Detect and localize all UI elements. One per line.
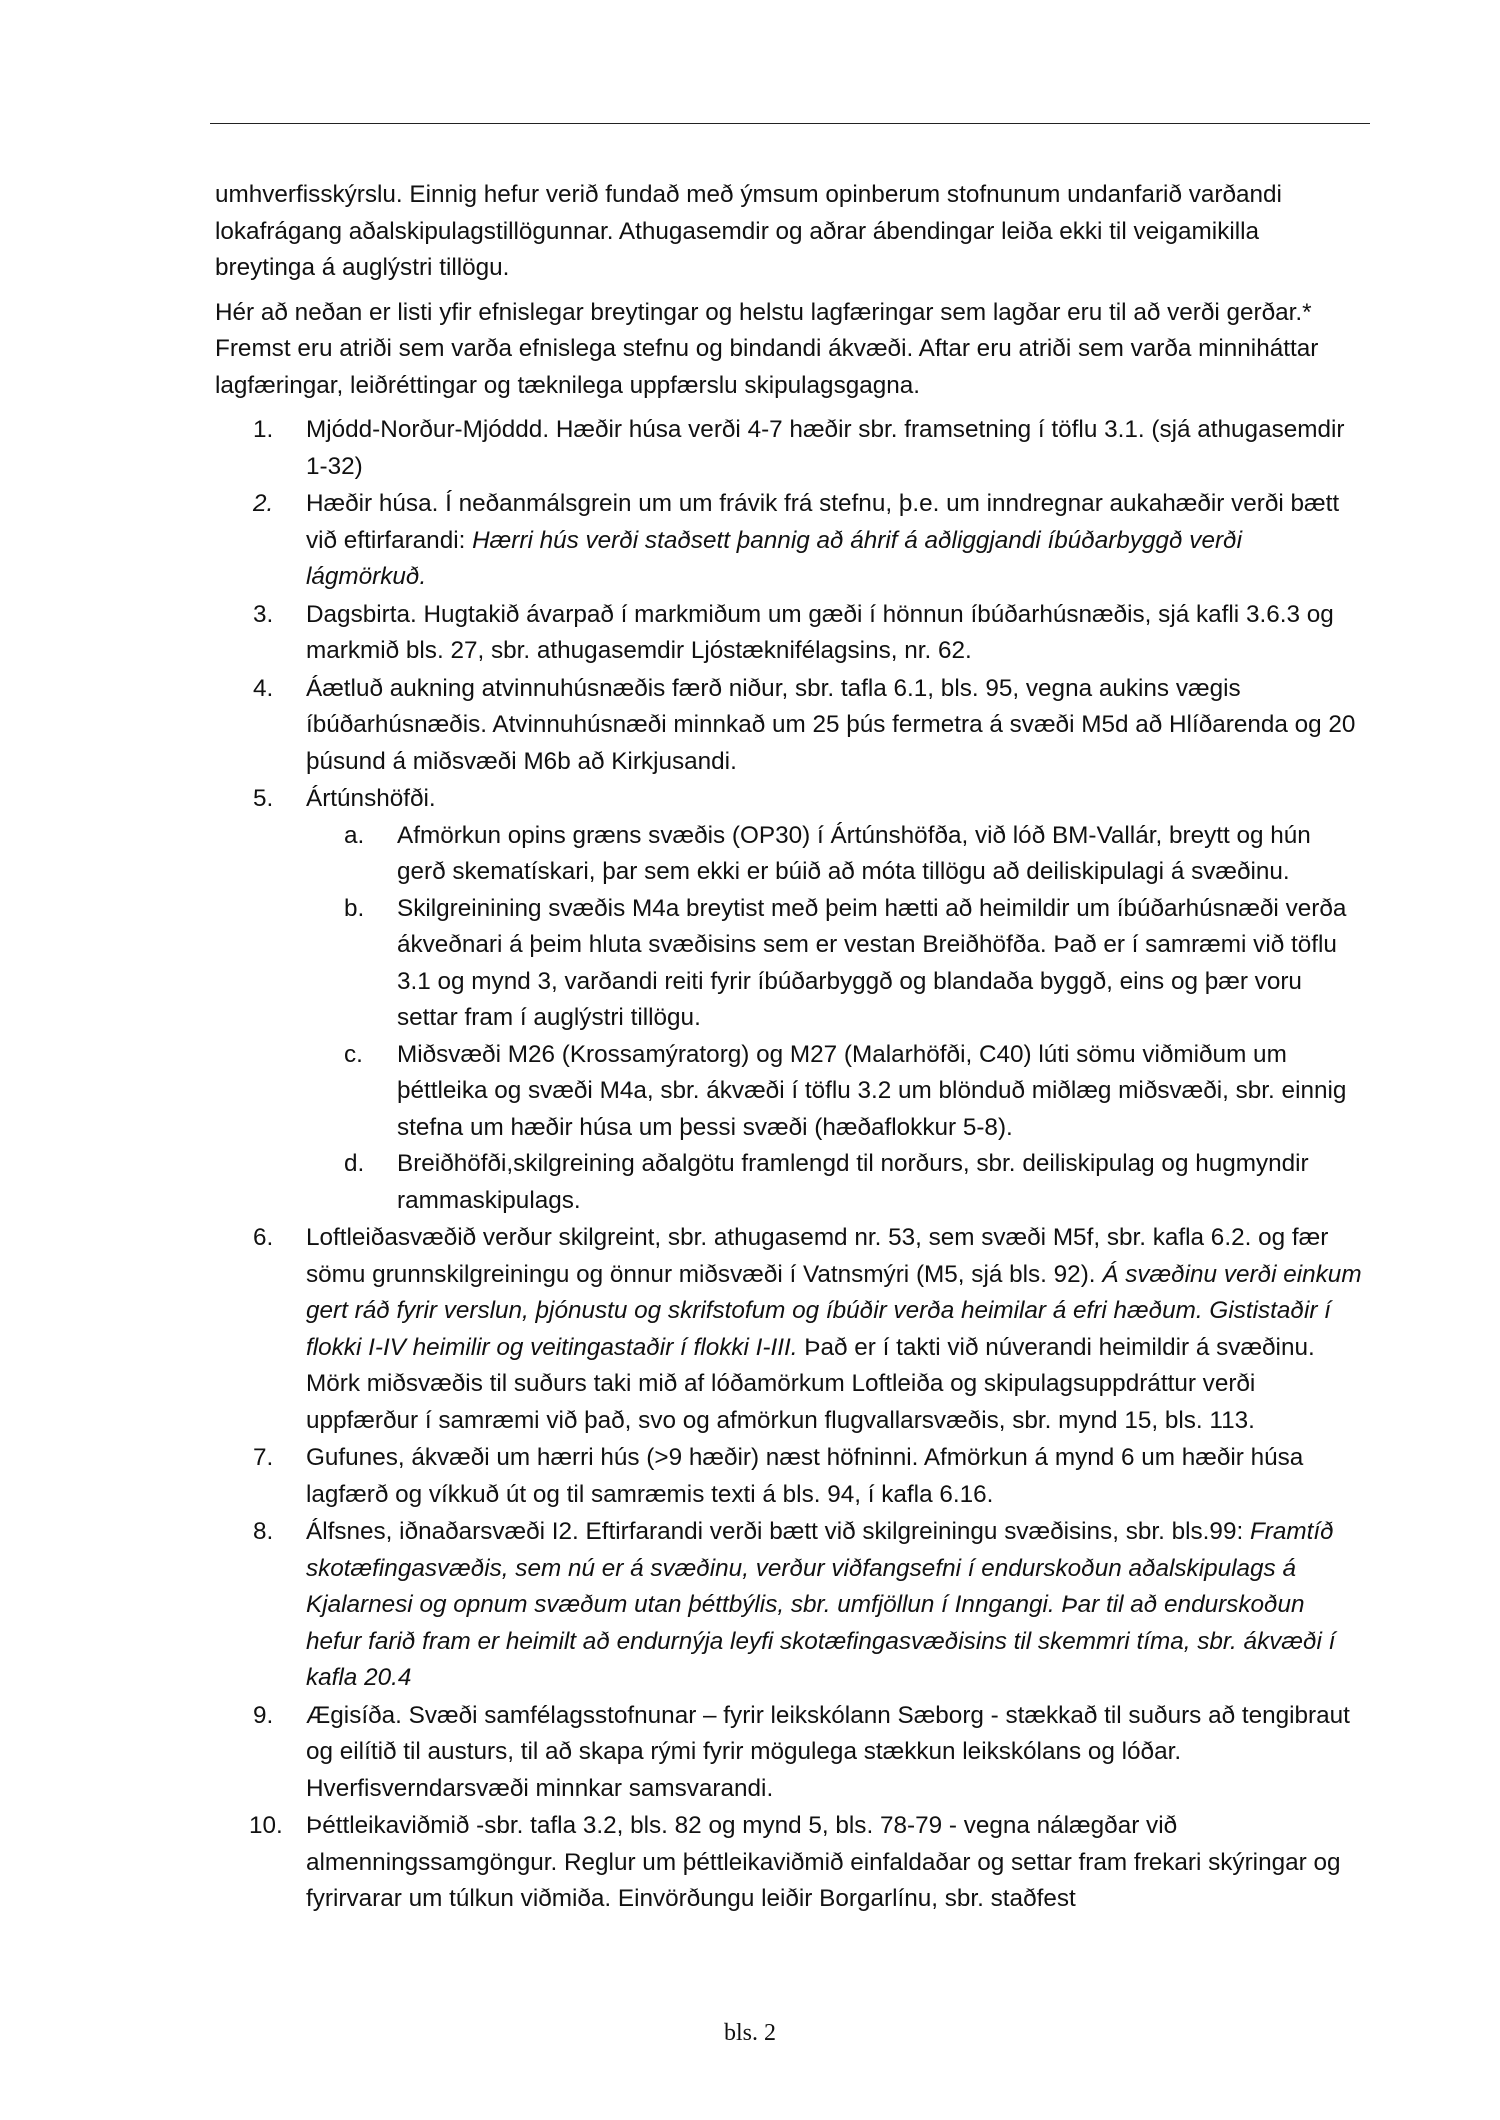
list-item	[215, 1220, 1365, 1439]
paragraph: umhverfisskýrslu. Einnig hefur verið fundað með ýmsum opinberum stofnunum undanfarið varðandi lokafrágang aðalskipulagstillögunnar. Athugasemdir og aðrar ábendingar leiða ekki til veigamikilla breytinga á auglýstri tillögu.	[215, 181, 1282, 281]
sub-list-letter: d.	[344, 1150, 365, 1177]
list-number: 1.	[253, 416, 274, 443]
paragraph: Hér að neðan er listi yfir efnislegar breytingar og helstu lagfæringar sem lagðar eru til að verði gerðar.* Fremst eru atriði sem varða efnislega stefnu og bindandi ákvæði. Aftar eru atriði sem varða minniháttar lagfæringar, leiðréttingar og tæknilega uppfærslu skipulagsgagna.	[215, 298, 1319, 399]
list-item	[215, 1514, 1365, 1697]
list-item-text: Gufunes, ákvæði um hærri hús (>9 hæðir) næst höfninni. Afmörkun á mynd 6 um hæðir húsa lagfærð og víkkuð út og til samræmis texti á bls. 94, í kafla 6.16.	[306, 1444, 1304, 1508]
list-item-italic-text: Hærri hús verði staðsett þannig að áhrif á aðliggjandi íbúðarbyggð verði lágmörkuð.	[306, 526, 1242, 590]
document-body	[215, 177, 1365, 1919]
list-item	[215, 1808, 1365, 1918]
list-item-italic-text: Framtíð skotæfingasvæðis, sem nú er á svæðinu, verður viðfangsefni í endurskoðun aðalskipulags á Kjalarnesi og opnum svæðum utan þéttbýlis, sbr. umfjöllun í Inngangi. Þar til að endurskoðun hefur farið fram er heimilt að endurnýja leyfi skotæfingasvæðisins til skemmri tíma, sbr. ákvæði í kafla 20.4	[306, 1518, 1336, 1691]
sub-list-item	[306, 1146, 1365, 1219]
changes-list	[215, 412, 1365, 1918]
page-number: bls. 2	[723, 2020, 776, 2046]
sub-list-item-text: Miðsvæði M26 (Krossamýratorg) og M27 (Malarhöfði, C40) lúti sömu viðmiðum um þéttleika og svæði M4a, sbr. ákvæði í töflu 3.2 um blönduð miðlæg miðsvæði, sbr. einnig stefna um hæðir húsa um þessi svæði (hæðaflokkur 5-8).	[397, 1040, 1347, 1141]
list-item-text: Þéttleikaviðmið -sbr. tafla 3.2, bls. 82 og mynd 5, bls. 78-79 - vegna nálægðar við almenningssamgöngur. Reglur um þéttleikaviðmið einfaldaðar og settar fram frekari skýringar og fyrirvarar um túlkun viðmiða. Einvörðungu leiðir Borgarlínu, sbr. staðfest	[306, 1812, 1341, 1912]
list-item	[215, 486, 1365, 596]
list-item-text: Ægisíða. Svæði samfélagsstofnunar – fyrir leikskólann Sæborg - stækkað til suðurs að tengibraut og eilítið til austurs, til að skapa rými fyrir mögulega stækkun leikskólans og lóðar. Hverfisverndarsvæði minnkar samsvarandi.	[306, 1701, 1350, 1802]
sub-list-letter: a.	[344, 821, 365, 849]
list-item-italic-text: Á svæðinu verði einkum gert ráð fyrir verslun, þjónustu og skrifstofum og íbúðir verða heimilar á efri hæðum. Gististaðir í flokki I-IV heimilir og veitingastaðir í flokki I-III.	[306, 1260, 1362, 1361]
list-item-text-tail: Það er í takti við núverandi heimildir á svæðinu. Mörk miðsvæðis til suðurs taki mið af lóðamörkum Loftleiða og skipulagsuppdráttur verði uppfærður í samræmi við það, svo og afmörkun flugvallarsvæðis, sbr. mynd 15, bls. 113.	[306, 1333, 1315, 1434]
list-item	[215, 1440, 1365, 1513]
list-number: 5.	[253, 785, 274, 812]
list-item	[215, 597, 1365, 670]
list-item-text: Áætluð aukning atvinnuhúsnæðis færð niður, sbr. tafla 6.1, bls. 95, vegna aukins vægis íbúðarhúsnæðis. Atvinnuhúsnæði minnkað um 25 þús fermetra á svæði M5d að Hlíðarenda og 20 þúsund á miðsvæði M6b að Kirkjusandi.	[306, 674, 1356, 775]
sub-list-letter: c.	[344, 1040, 363, 1068]
list-number: 3.	[253, 600, 274, 628]
list-number: 2.	[253, 490, 274, 517]
list-number: 7.	[253, 1444, 274, 1471]
list-item-text: Ártúnshöfði.	[306, 785, 436, 812]
list-item	[215, 412, 1365, 485]
sub-list-letter: b.	[344, 894, 365, 922]
list-number: 4.	[253, 674, 274, 702]
list-item-text: Hæðir húsa. Í neðanmálsgrein um um frávik frá stefnu, þ.e. um inndregnar aukahæðir verði bætt við eftirfarandi:	[306, 490, 1340, 554]
header-rule	[210, 123, 1370, 124]
list-number: 10.	[249, 1812, 283, 1839]
list-number: 9.	[253, 1701, 274, 1729]
list-item	[215, 781, 1365, 1219]
list-item-text: Mjódd-Norður-Mjóddd. Hæðir húsa verði 4-7 hæðir sbr. framsetning í töflu 3.1. (sjá athugasemdir 1-32)	[306, 416, 1345, 480]
sub-list-item	[306, 818, 1365, 891]
sub-list-item-text: Skilgreinining svæðis M4a breytist með þeim hætti að heimildir um íbúðarhúsnæði verða ákveðnari á þeim hluta svæðisins sem er vestan Breiðhöfða. Það er í samræmi við töflu 3.1 og mynd 3, varðandi reiti fyrir íbúðarbyggð og blandaða byggð, eins og þær voru settar fram í auglýstri tillögu.	[397, 894, 1347, 1031]
sub-list	[306, 818, 1365, 1220]
list-item-text: Dagsbirta. Hugtakið ávarpað í markmiðum um gæði í hönnun íbúðarhúsnæðis, sjá kafli 3.6.3 og markmið bls. 27, sbr. athugasemdir Ljóstæknifélagsins, nr. 62.	[306, 600, 1334, 664]
list-item-text: Álfsnes, iðnaðarsvæði I2. Eftirfarandi verði bætt við skilgreiningu svæðisins, sbr. bls.99:	[306, 1518, 1250, 1545]
list-item	[215, 1698, 1365, 1808]
sub-list-item-text: Breiðhöfði,skilgreining aðalgötu framlengd til norðurs, sbr. deiliskipulag og hugmyndir rammaskipulags.	[397, 1150, 1309, 1214]
sub-list-item	[306, 891, 1365, 1037]
list-number: 6.	[253, 1224, 274, 1251]
sub-list-item	[306, 1037, 1365, 1147]
list-item-text: Loftleiðasvæðið verður skilgreint, sbr. athugasemd nr. 53, sem svæði M5f, sbr. kafla 6.2. og fær sömu grunnskilgreiningu og önnur miðsvæði í Vatnsmýri (M5, sjá bls. 92).	[306, 1224, 1329, 1288]
sub-list-item-text: Afmörkun opins græns svæðis (OP30) í Ártúnshöfða, við lóð BM-Vallár, breytt og hún gerð skematískari, þar sem ekki er búið að móta tillögu að deiliskipulagi á svæðinu.	[397, 821, 1311, 885]
list-item	[215, 671, 1365, 781]
list-number: 8.	[253, 1518, 274, 1545]
